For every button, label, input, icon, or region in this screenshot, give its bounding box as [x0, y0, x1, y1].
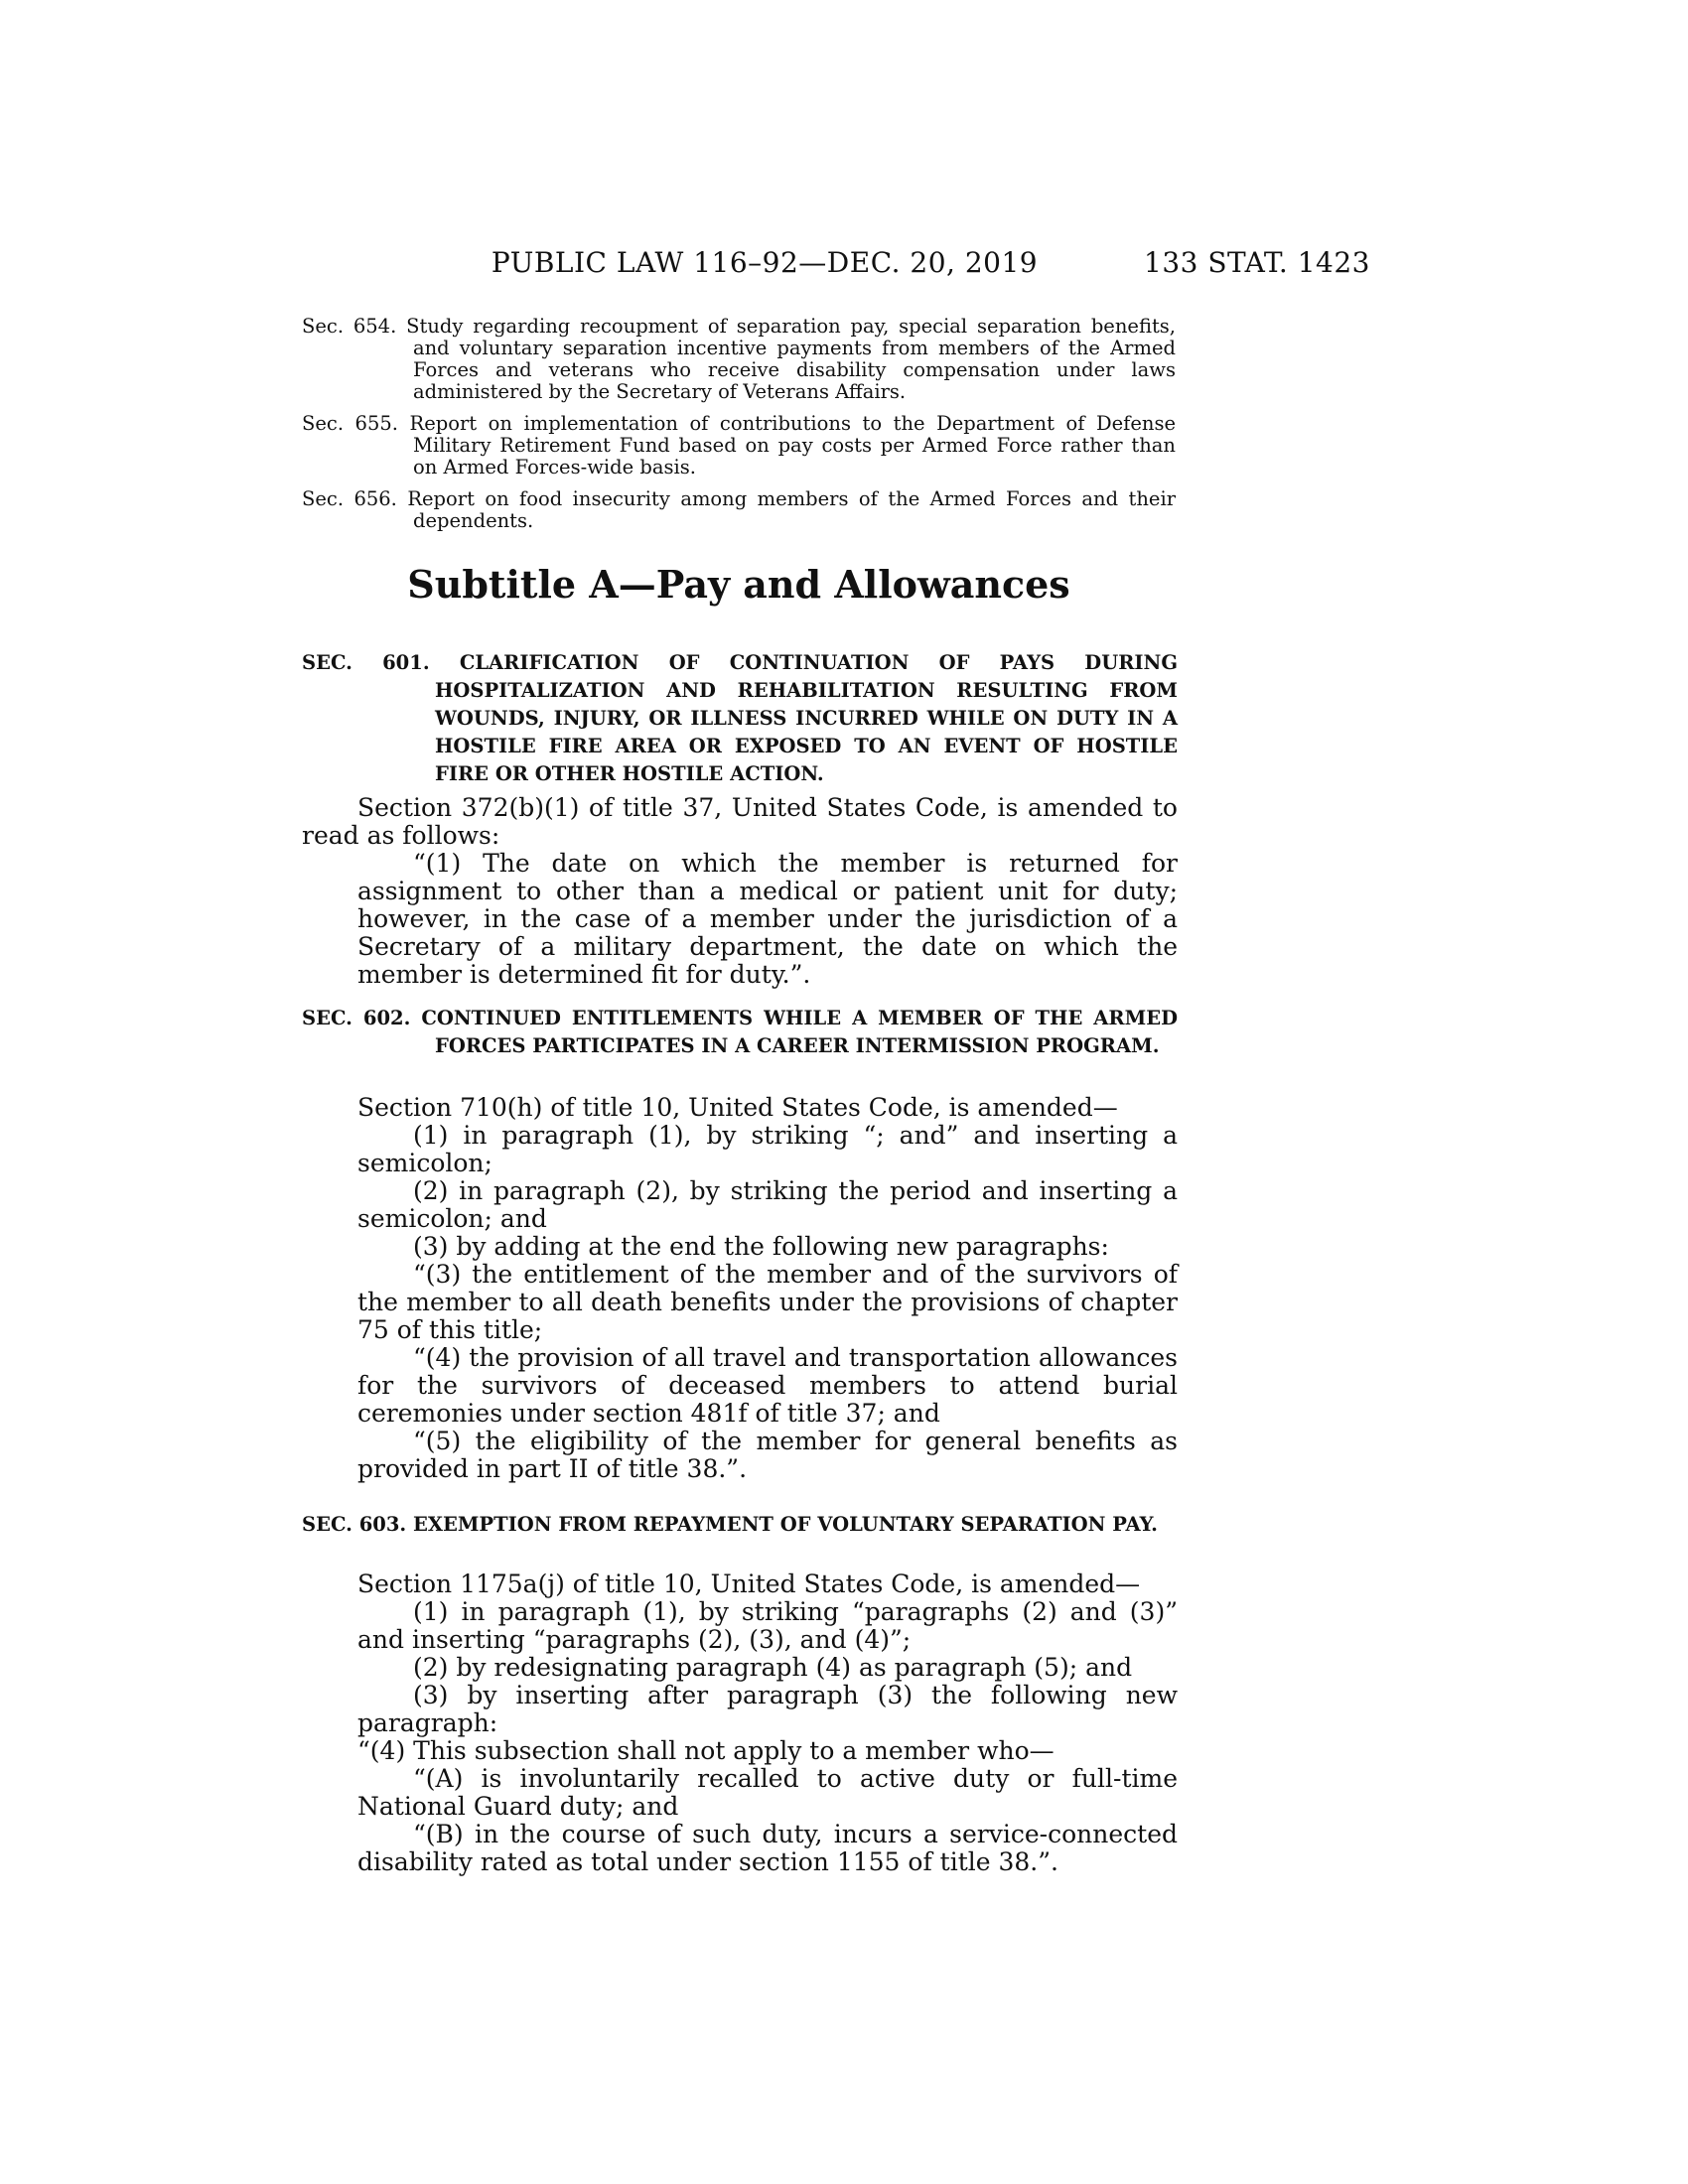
section-603-para-1: (1) in paragraph (1), by striking “paragraphs (2) and (3)” and inserting “paragraphs (2), (3), and (4)”; — [357, 1597, 1178, 1654]
page-number: 133 STAT. 1423 — [1144, 246, 1370, 279]
section-602-heading: SEC. 602. CONTINUED ENTITLEMENTS WHILE A MEMBER OF THE ARMED FORCES PARTICIPATES IN A CAREER INTERMISSION PROGRAM. — [302, 1007, 1178, 1057]
section-602-para-2: (2) in paragraph (2), by striking the period and inserting a semicolon; and — [357, 1176, 1178, 1233]
toc-text: Report on food insecurity among members of the Armed Forces and their dependents. — [407, 487, 1177, 532]
section-601-body — [302, 794, 1178, 989]
toc-label: Sec. 655. — [302, 412, 398, 435]
toc-entry — [302, 488, 1176, 532]
section-603-para-2: (2) by redesignating paragraph (4) as paragraph (5); and — [413, 1653, 1133, 1682]
section-603-quote-a: “(A) is involuntarily recalled to active duty or full-time National Guard duty; and — [357, 1764, 1178, 1821]
section-603-paragraphs — [302, 1598, 1178, 1876]
section-603-quote-4: “(4) This subsection shall not apply to a member who— — [357, 1736, 1055, 1765]
subtitle-heading: Subtitle A—Pay and Allowances — [407, 562, 1070, 607]
toc-text: Study regarding recoupment of separation pay, special separation benefits, and voluntary separation incentive payments from members of the Armed Forces and veterans who receive disability compensation under laws administered by the Secretary of Veterans Affairs. — [406, 315, 1176, 403]
section-601-intro: Section 372(b)(1) of title 37, United States Code, is amended to read as follows: — [302, 793, 1178, 850]
toc-text: Report on implementation of contributions to the Department of Defense Military Retirement Fund based on pay costs per Armed Force rather than on Armed Forces-wide basis. — [409, 412, 1177, 478]
section-602-body — [302, 1094, 1178, 1483]
section-602-para-3: (3) by adding at the end the following new paragraphs: — [413, 1232, 1109, 1261]
running-header: PUBLIC LAW 116–92—DEC. 20, 2019 — [491, 246, 1039, 279]
section-602-intro: Section 710(h) of title 10, United States Code, is amended— — [357, 1093, 1118, 1122]
toc-entry — [302, 316, 1176, 403]
toc-label: Sec. 656. — [302, 487, 397, 510]
section-602-para-1: (1) in paragraph (1), by striking “; and” and inserting a semicolon; — [357, 1121, 1178, 1177]
section-602-paragraphs — [302, 1122, 1178, 1483]
section-601-quote: “(1) The date on which the member is returned for assignment to other than a medical or patient unit for duty; however, in the case of a member under the jurisdiction of a Secretary of a military department, the date on which the member is determined fit for duty.”. — [357, 849, 1178, 989]
section-603-body — [302, 1570, 1178, 1876]
section-602-quote-5: “(5) the eligibility of the member for general benefits as provided in part II of title 38.”. — [357, 1427, 1178, 1483]
section-603-quote-b: “(B) in the course of such duty, incurs a service-connected disability rated as total under section 1155 of title 38.”. — [357, 1820, 1178, 1876]
section-602-quote-4: “(4) the provision of all travel and transportation allowances for the survivors of deceased members to attend burial ceremonies under section 481f of title 37; and — [357, 1343, 1178, 1428]
toc-label: Sec. 654. — [302, 315, 397, 338]
section-601-heading: SEC. 601. CLARIFICATION OF CONTINUATION OF PAYS DURING HOSPITALIZATION AND REHABILITATION RESULTING FROM WOUNDS, INJURY, OR ILLNESS INCURRED WHILE ON DUTY IN A HOSTILE FIRE AREA OR EXPOSED TO AN EVENT OF HOSTILE FIRE OR OTHER HOSTILE ACTION. — [302, 651, 1178, 785]
section-603-heading: SEC. 603. EXEMPTION FROM REPAYMENT OF VOLUNTARY SEPARATION PAY. — [302, 1513, 1158, 1536]
section-601-quote-block — [302, 850, 1178, 989]
toc-entry — [302, 413, 1176, 478]
table-of-contents — [302, 316, 1176, 542]
section-602-quote-3: “(3) the entitlement of the member and of the survivors of the member to all death benefits under the provisions of chapter 75 of this title; — [357, 1260, 1178, 1344]
section-603-intro: Section 1175a(j) of title 10, United States Code, is amended— — [357, 1570, 1141, 1598]
section-603-para-3: (3) by inserting after paragraph (3) the following new paragraph: — [357, 1681, 1178, 1737]
